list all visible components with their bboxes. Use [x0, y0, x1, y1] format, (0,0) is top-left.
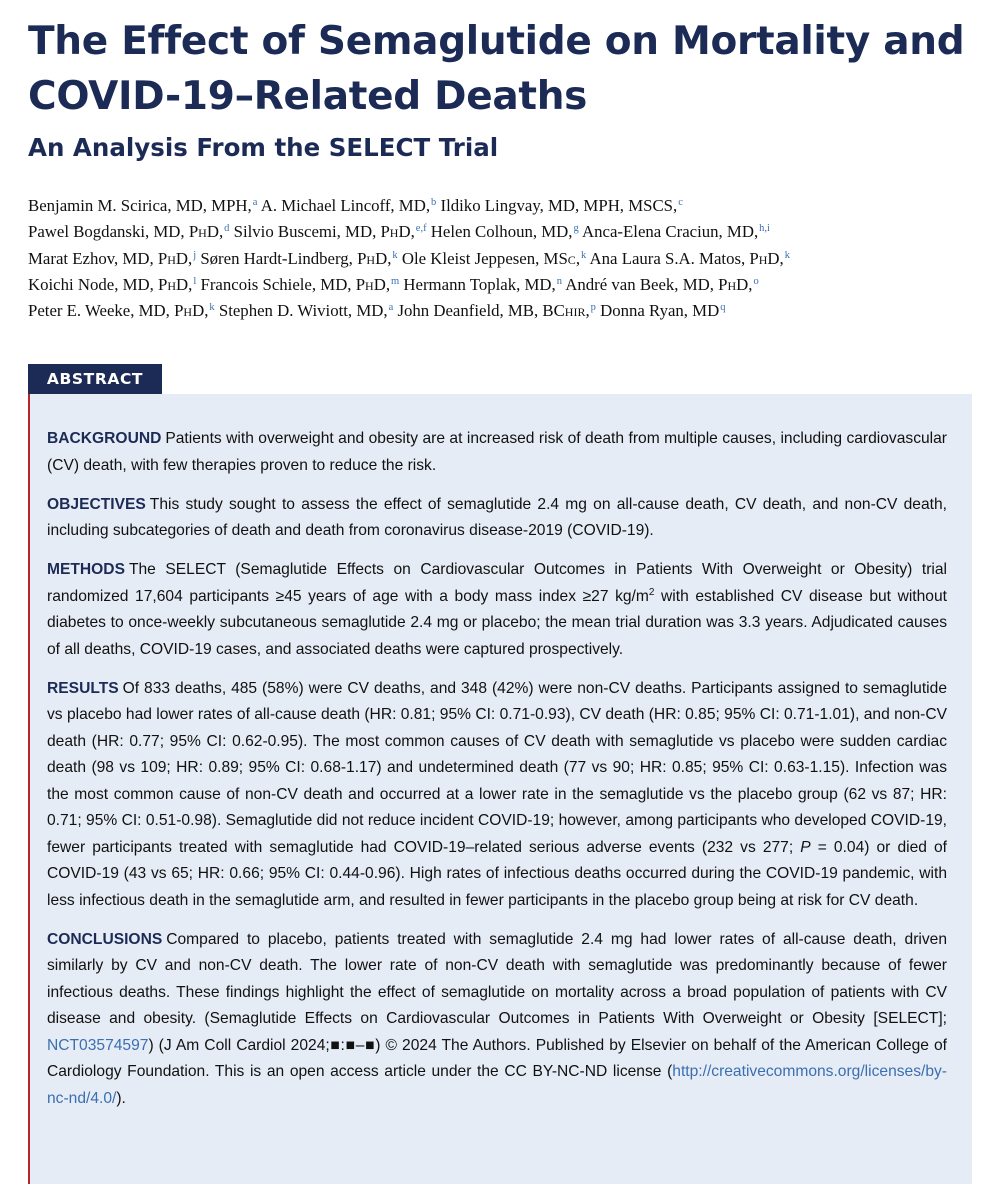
trial-registry-link[interactable]: NCT03574597	[47, 1036, 149, 1054]
affiliation-link[interactable]: k	[209, 302, 215, 314]
superscript: 2	[648, 586, 655, 598]
affiliation-link[interactable]: h,i	[759, 223, 770, 235]
author-name: Donna Ryan, $MD^q$	[600, 301, 726, 321]
article-title: The Effect of Semaglutide on Mortality and COVID-19–Related Deaths	[28, 19, 965, 119]
affiliation-link[interactable]: l	[193, 275, 197, 287]
affiliation-link[interactable]: m	[391, 275, 400, 287]
author-name: Koichi Node, MD, PhD,$^l$	[28, 274, 197, 294]
author-name: Marat Ezhov, MD, PhD,$^j$	[28, 248, 197, 268]
author-line	[28, 272, 973, 298]
license-link[interactable]: http://creativecommons.org/licenses/by-nc-nd/4.0/	[47, 1063, 947, 1107]
author-name: Ana Laura S.A. Matos, PhD,$^k$	[589, 248, 790, 268]
author-line	[28, 298, 973, 324]
abstract-label: ABSTRACT	[28, 364, 162, 394]
affiliation-link[interactable]: k	[784, 249, 790, 261]
section-text: Of 833 deaths, 485 (58%) were CV deaths, and 348 (42%) were non-CV deaths. Participants assigned to semaglutide vs placebo had lower rates of all-cause death (HR: 0.81; 95% CI: 0.71-0.93), CV death (HR: 0.85; 95% CI: 0.71-1.01), and non-CV death (HR: 0.77; 95% CI: 0.62-0.95). The most common causes of CV death with semaglutide vs placebo were sudden cardiac death (98 vs 109; HR: 0.89; 95% CI: 0.68-1.17) and undetermined death (77 vs 90; HR: 0.85; 95% CI: 0.63-1.15). Infection was the most common cause of non-CV death and occurred at a lower rate in the semaglutide vs the placebo group (62 vs 87; HR: 0.71; 95% CI: 0.51-0.98). Semaglutide did not reduce incident COVID-19; however, among participants who developed COVID-19, fewer participants treated with semaglutide had COVID-19–related serious adverse events (232 vs 277;	[47, 679, 947, 856]
section-text: The SELECT (Semaglutide Effects on Cardiovascular Outcomes in Patients With Overweight or Obesity) trial randomized 17,604 participants ≥45 years of age with a body mass index ≥27 kg/m	[47, 561, 947, 605]
affiliation-link[interactable]: a	[388, 302, 394, 314]
author-list	[28, 193, 973, 324]
author-name: Helen Colhoun, MD,$^g$	[430, 222, 579, 242]
affiliation-link[interactable]: p	[590, 302, 596, 314]
section-text: with established CV disease but without diabetes to once-weekly subcutaneous semaglutide 2.4 mg or placebo; the mean trial duration was 3.3 years. Adjudicated causes of all deaths, COVID-19 cases, and associated deaths were captured prospectively.	[47, 587, 947, 658]
article-subtitle: An Analysis From the SELECT Trial	[28, 133, 499, 162]
section-heading: CONCLUSIONS	[47, 930, 163, 948]
author-line	[28, 246, 973, 272]
section-results	[47, 676, 947, 915]
section-conclusions	[47, 927, 947, 1113]
affiliation-link[interactable]: q	[720, 302, 726, 314]
section-heading: RESULTS	[47, 679, 119, 697]
author-name: Francois Schiele, MD, PhD,$^m$	[200, 274, 400, 294]
affiliation-link[interactable]: g	[573, 223, 579, 235]
section-background	[47, 426, 947, 479]
affiliation-link[interactable]: e,f	[415, 223, 427, 235]
author-name: John Deanfield, MB, BChir,$^p$	[397, 301, 596, 321]
affiliation-link[interactable]: k	[392, 249, 398, 261]
abstract-content	[47, 426, 947, 1125]
affiliation-link[interactable]: o	[753, 275, 759, 287]
section-text: This study sought to assess the effect of semaglutide 2.4 mg on all-cause death, CV death, and non-CV death, including subcategories of death and death from coronavirus disease-2019 (COVID-19).	[47, 495, 947, 539]
section-objectives	[47, 492, 947, 545]
affiliation-link[interactable]: a	[252, 197, 258, 208]
author-name: Søren Hardt-Lindberg, PhD,$^k$	[200, 248, 398, 268]
author-name: Silvio Buscemi, MD, PhD,$^{e,f}$	[233, 222, 427, 242]
section-text: Patients with overweight and obesity are at increased risk of death from multiple causes, including cardiovascular (CV) death, with few therapies proven to reduce the risk.	[47, 430, 947, 474]
author-name: Ole Kleist Jeppesen, MSc,$^k$	[401, 248, 587, 268]
author-name: Peter E. Weeke, MD, PhD,$^k$	[28, 301, 215, 321]
affiliation-link[interactable]: k	[581, 249, 587, 261]
author-name: A. Michael Lincoff, MD,$^b$	[260, 196, 437, 215]
section-heading: BACKGROUND	[47, 430, 162, 447]
author-name: Pawel Bogdanski, MD, PhD,$^d$	[28, 222, 230, 242]
section-text: Compared to placebo, patients treated with semaglutide 2.4 mg had lower rates of all-cause death, driven similarly by CV and non-CV death. The lower rate of non-CV death with semaglutide was predominantly because of fewer infectious deaths. These findings highlight the effect of semaglutide on mortality across a broad population of patients with CV disease and obesity. (Semaglutide Effects on Cardiovascular Outcomes in Patients With Overweight or Obesity [SELECT];	[47, 930, 947, 1027]
author-name: Anca-Elena Craciun, MD,$^{h,i}$	[582, 222, 770, 242]
affiliation-link[interactable]: c	[678, 197, 683, 208]
section-text: = 0.04) or died of COVID-19 (43 vs 65; HR: 0.66; 95% CI: 0.44-0.96). High rates of infectious deaths occurred during the COVID-19 pandemic, with less infectious death in the semaglutide arm, and resulted in fewer participants in the placebo group being at risk for CV death.	[47, 838, 947, 909]
section-text: ) (J Am Coll Cardiol 2024;■:■–■) © 2024 The Authors. Published by Elsevier on behalf of the American College of Cardiology Foundation. This is an open access article under the CC BY-NC-ND license (	[47, 1036, 947, 1080]
affiliation-link[interactable]: n	[556, 275, 562, 287]
affiliation-link[interactable]: b	[431, 197, 437, 208]
affiliation-link[interactable]: j	[193, 249, 197, 261]
section-heading: METHODS	[47, 561, 125, 578]
author-line	[28, 193, 973, 219]
p-value-label: P	[800, 838, 811, 856]
author-name: André van Beek, MD, PhD,$^o$	[565, 274, 759, 294]
affiliation-link[interactable]: d	[224, 223, 230, 235]
author-line	[28, 219, 973, 245]
section-methods	[47, 557, 947, 663]
author-name: Benjamin M. Scirica, MD, MPH,$^a$	[28, 196, 258, 215]
author-name: Ildiko Lingvay, MD, MPH, MSCS,$^c$	[440, 196, 683, 215]
author-name: Stephen D. Wiviott, MD,$^a$	[218, 301, 394, 321]
author-name: Hermann Toplak, MD,$^n$	[403, 274, 562, 294]
section-heading: OBJECTIVES	[47, 495, 146, 513]
section-text: ).	[116, 1089, 126, 1107]
